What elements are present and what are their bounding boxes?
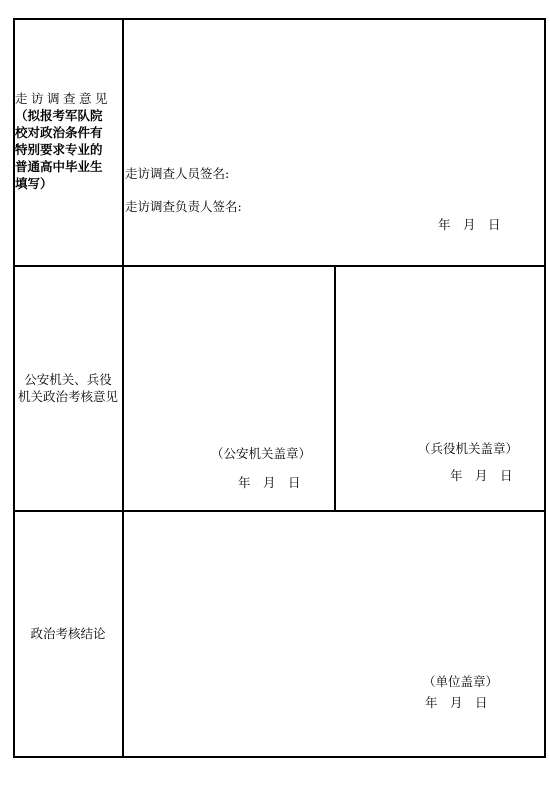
- political-review-label: [14, 371, 122, 405]
- label-line: 走访调查意见: [15, 91, 112, 106]
- responsible-signature-label: 走访调查负责人签名:: [125, 199, 242, 214]
- table-right-border: [544, 18, 546, 758]
- table-bottom-border: [13, 756, 545, 758]
- row2-bottom-border: [13, 510, 545, 512]
- unit-seal-label: （单位盖章）: [423, 674, 499, 689]
- military-date: 年 月 日: [450, 468, 513, 483]
- label-line: 填写）: [15, 176, 53, 191]
- section1-date: 年 月 日: [438, 217, 501, 232]
- label-line: 普通高中毕业生: [15, 159, 103, 174]
- conclusion-label: 政治考核结论: [30, 626, 106, 641]
- table-top-border: [13, 18, 545, 20]
- row1-bottom-border: [13, 265, 545, 267]
- section3-date: 年 月 日: [425, 695, 488, 710]
- label-line: 机关政治考核意见: [17, 389, 118, 404]
- military-seal-label: （兵役机关盖章）: [418, 441, 519, 456]
- label-line: 特别要求专业的: [15, 142, 103, 157]
- label-column-divider: [122, 18, 124, 758]
- visit-investigation-label: [15, 90, 121, 192]
- label-line: 校对政治条件有: [15, 125, 103, 140]
- label-line: 公安机关、兵役: [24, 372, 112, 387]
- investigator-signature-label: 走访调查人员签名:: [125, 166, 230, 181]
- police-date: 年 月 日: [238, 475, 301, 490]
- row2-middle-divider: [334, 265, 336, 512]
- label-line: （拟报考军队院: [15, 108, 103, 123]
- police-seal-label: （公安机关盖章）: [211, 446, 312, 461]
